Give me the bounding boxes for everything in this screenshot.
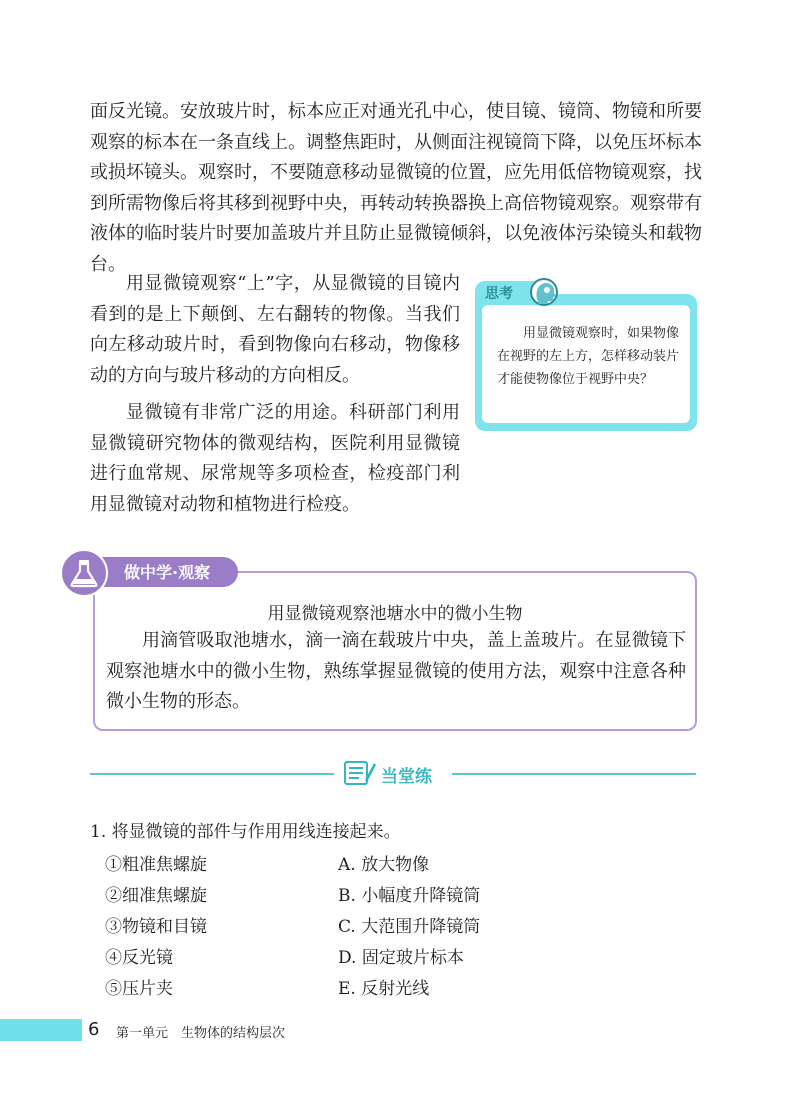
practice-label: 当堂练: [381, 767, 432, 787]
activity-title: 用显微镜观察池塘水中的微小生物: [267, 604, 523, 624]
paragraph-image-inversion: 用显微镜观察“上”字，从显微镜的目镜内看到的是上下颠倒、左右翻转的物像。当我们向左移动玻片时，看到物像向右移动，物像移动的方向与玻片移动的方向相反。: [90, 273, 460, 386]
paragraph-microscope-usage: 面反光镜。安放玻片时，标本应正对通光孔中心，使目镜、镜筒、物镜和所要观察的标本在一条直线上。调整焦距时，从侧面注视镜筒下降，以免压坏标本或损坏镜头。观察时，不要随意移动显微镜的位置，应先用低倍物镜观察，找到所需物像后将其移到视野中央，再转动转换器换上高倍物镜观察。观察带有液体的临时装片时要加盖玻片并且防止显微镜倾斜，以免液体污染镜头和载物台。: [90, 101, 702, 275]
left-option-3: ③物镜和目镜: [105, 917, 207, 937]
right-option-b: B. 小幅度升降镜筒: [338, 886, 481, 906]
right-option-d: D. 固定玻片标本: [338, 948, 464, 968]
page-number: 6: [88, 1019, 100, 1040]
left-option-2: ②细准焦螺旋: [105, 886, 207, 906]
notepad-pencil-icon: [343, 758, 377, 788]
left-option-5: ⑤压片夹: [105, 979, 173, 999]
left-option-1: ①粗准焦螺旋: [105, 855, 207, 875]
paragraph-microscope-uses: 显微镜有非常广泛的用途。科研部门利用显微镜研究物体的微观结构，医院利用显微镜进行血常规、尿常规等多项检查，检疫部门利用显微镜对动物和植物进行检疫。: [90, 402, 460, 515]
question-1: 1. 将显微镜的部件与作用用线连接起来。: [90, 822, 401, 842]
think-question: 用显微镜观察时，如果物像在视野的左上方，怎样移动装片才能使物像位于视野中央？: [497, 326, 680, 387]
left-option-4: ④反光镜: [105, 948, 173, 968]
flask-icon: [60, 549, 108, 597]
footer-bar: [0, 1019, 82, 1041]
chapter-title: 第一单元 生物体的结构层次: [116, 1026, 286, 1041]
right-option-a: A. 放大物像: [338, 855, 430, 875]
divider-right: [452, 773, 696, 775]
divider-left: [90, 773, 334, 775]
activity-label: 做中学·观察: [124, 563, 211, 582]
think-label: 思考: [485, 286, 513, 302]
right-option-e: E. 反射光线: [338, 979, 430, 999]
activity-body: 用滴管吸取池塘水，滴一滴在载玻片中央，盖上盖玻片。在显微镜下观察池塘水中的微小生物，熟练掌握显微镜的使用方法，观察中注意各种微小生物的形态。: [106, 630, 686, 712]
right-option-c: C. 大范围升降镜筒: [338, 917, 481, 937]
head-icon: [529, 277, 561, 307]
